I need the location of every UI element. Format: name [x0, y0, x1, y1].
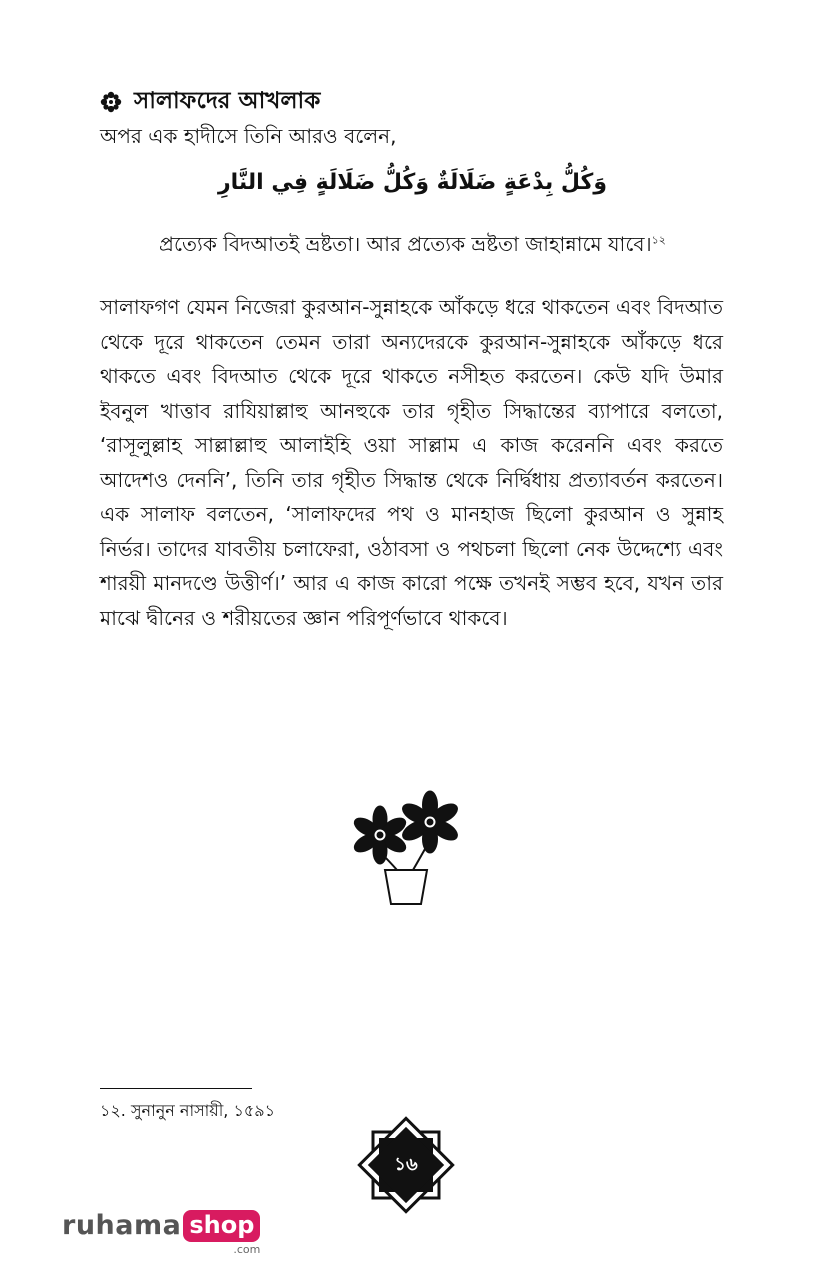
logo-shop-badge: shop [183, 1210, 260, 1242]
translation-text: প্রত্যেক বিদআতই ভ্রষ্টতা। আর প্রত্যেক ভ্রষ্টতা জাহান্নামে যাবে। [159, 232, 652, 256]
logo-domain: .com [233, 1243, 261, 1256]
chapter-title: সালাফদের আখলাক [134, 88, 321, 114]
page-number: ১৬ [394, 1153, 418, 1175]
footnote-divider [100, 1088, 252, 1089]
flower-ornament-icon [100, 91, 122, 113]
intro-line: অপর এক হাদীসে তিনি আরও বলেন, [100, 124, 397, 148]
chapter-header [100, 82, 320, 121]
body-paragraph: সালাফগণ যেমন নিজেরা কুরআন-সুন্নাহকে আঁকড়ে ধরে থাকতেন এবং বিদআত থেকে দূরে থাকতেন তেমন তারা অন্যদেরকে কুরআন-সুন্নাহকে আঁকড়ে ধরে থাকতে এবং বিদআত থেকে দূরে থাকতে নসীহত করতেন। কেউ যদি উমার ইবনুল খাত্তাব রাযিয়াল্লাহু আনহুকে তার গৃহীত সিদ্ধান্তের ব্যাপারে বলতো, ‘রাসূলুল্লাহ সাল্লাল্লাহু আলাইহি ওয়া সাল্লাম এ কাজ করেননি এবং করতে আদেশও দেননি’, তিনি তার গৃহীত সিদ্ধান্ত থেকে নির্দ্বিধায় প্রত্যাবর্তন করতেন। এক সালাফ বলতেন, ‘সালাফদের পথ ও মানহাজ ছিলো কুরআন ও সুন্নাহ নির্ভর। তাদের যাবতীয় চলাফেরা, ওঠাবসা ও পথচলা ছিলো নেক উদ্দেশ্যে এবং শারয়ী মানদণ্ডে উত্তীর্ণ।’ আর এ কাজ কারো পক্ষে তখনই সম্ভব হবে, যখন তার মাঝে দ্বীনের ও শরীয়তের জ্ঞান পরিপূর্ণভাবে থাকবে। [100, 295, 723, 630]
footnote-reference[interactable]: ১২ [651, 233, 666, 247]
logo-word: ruhama [62, 1210, 182, 1241]
arabic-quote: وَكُلُّ بِدْعَةٍ ضَلَالَةٌ وَكُلُّ ضَلَالَةٍ فِي النَّارِ [217, 170, 607, 195]
ruhama-shop-logo[interactable] [62, 1210, 260, 1256]
footnote: ১২. সুনানুন নাসায়ী, ১৫৯১ [100, 1101, 276, 1120]
quote-translation [100, 230, 725, 263]
flower-pot-icon [345, 790, 470, 910]
